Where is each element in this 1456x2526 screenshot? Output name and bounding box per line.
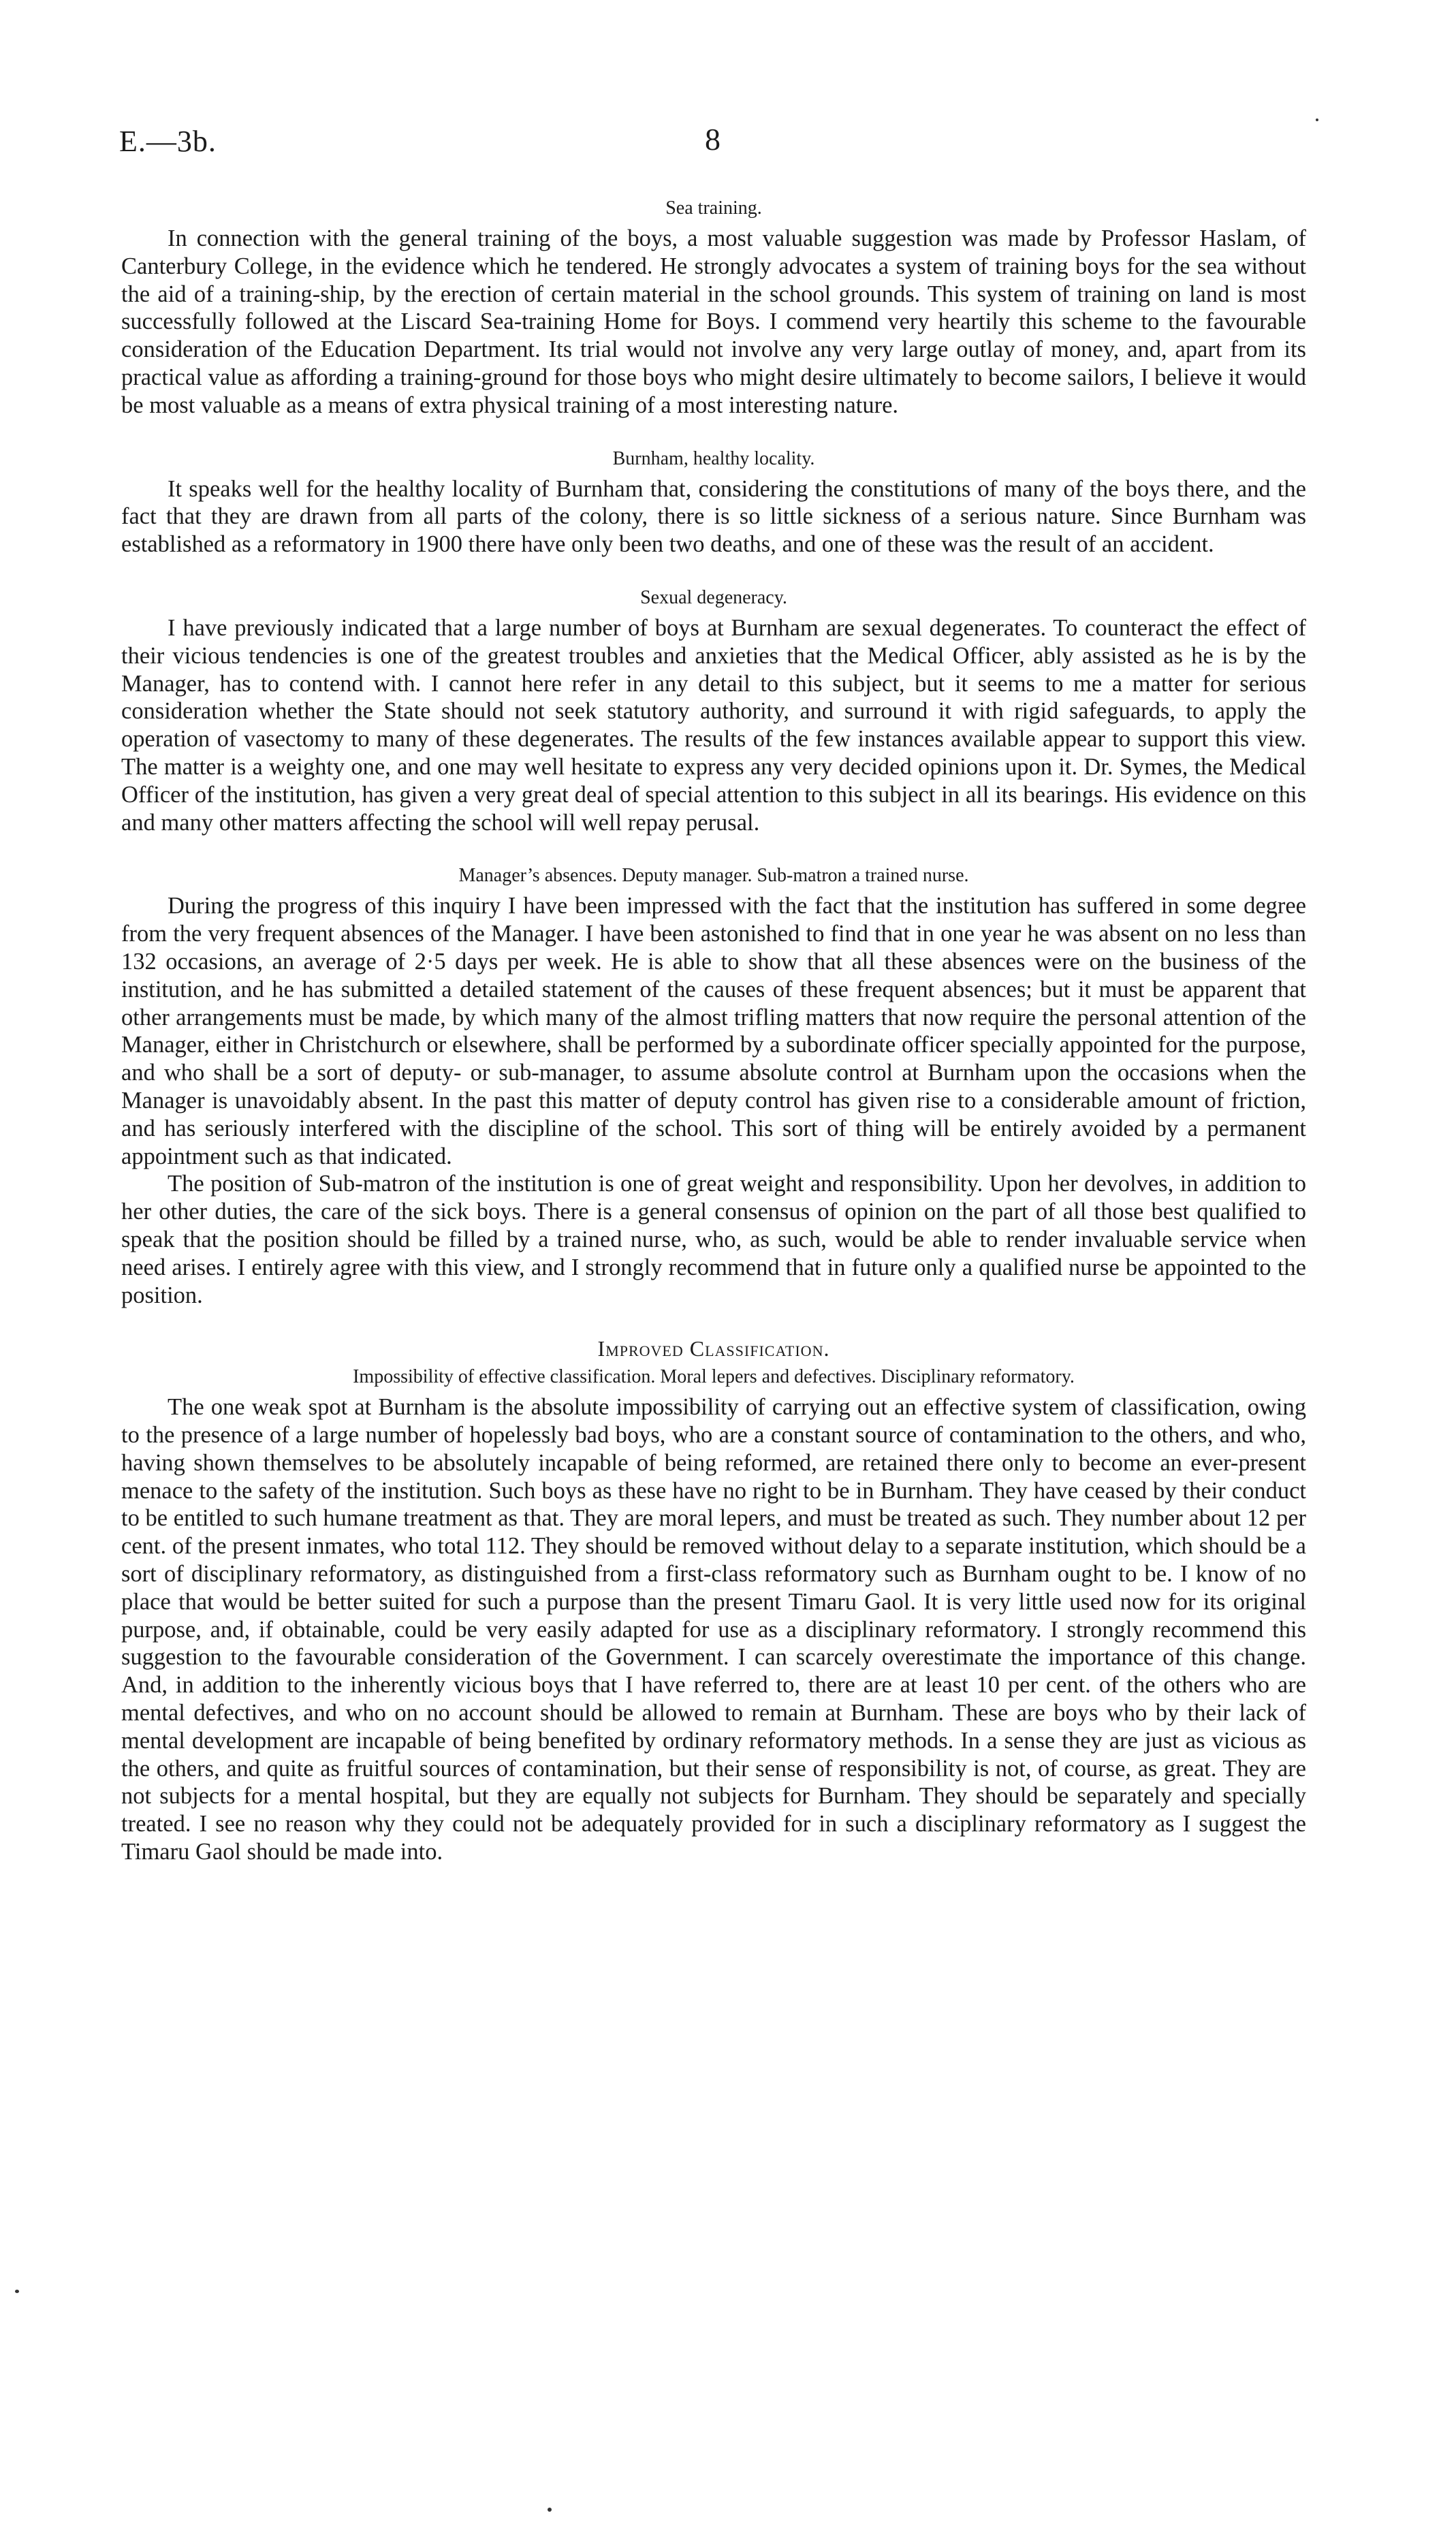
paragraph-burnham-healthy-locality: It speaks well for the healthy locality of Burnham that, considering the constitutions of many of the boys there, and the fact that they are drawn from all parts of the colony, there is so little sickness of a serious nature. Since Burnham was established as a reformatory in 1900 there have only been two deaths, and one of these was the result of an accident.	[121, 475, 1306, 558]
document-body	[121, 196, 1306, 1866]
page-number: 8	[705, 122, 721, 157]
page-header	[119, 124, 1338, 165]
section-heading-managers-absences: Manager’s absences. Deputy manager. Sub-matron a trained nurse.	[458, 865, 969, 887]
paragraph-improved-classification: The one weak spot at Burnham is the absolute impossibility of carrying out an effective system of classification, owing to the presence of a large number of hopelessly bad boys, who are a constant source of contamination to the others, and who, having shown themselves to be absolutely incapable of being reformed, are retained there only to become an ever-present menace to the safety of the institution. Such boys as these have no right to be in Burnham. They have ceased by their conduct to be entitled to such humane treatment as that. They are moral lepers, and must be treated as such. They number about 12 per cent. of the present inmates, who total 112. They should be removed without delay to a separate institution, which should be a sort of disciplinary reformatory, as distinguished from a first-class reformatory such as Burnham ought to be. I know of no place that would be better suited for such a purpose than the present Timaru Gaol. It is very little used now for its original purpose, and, if obtainable, could be very easily adapted for use as a disciplinary reformatory. I strongly recommend this suggestion to the favourable consideration of the Government. I can scarcely overestimate the importance of this change. And, in addition to the inherently vicious boys that I have referred to, there are at least 10 per cent. of the others who are mental defectives, and who on no account should be allowed to remain at Burnham. These are boys who by their lack of mental development are incapable of being benefited by ordinary reformatory methods. In a sense they are just as vicious as the others, and quite as fruitful sources of contamination, but their sense of responsibility is not, of course, as great. They are not subjects for a mental hospital, but they are equally not subjects for Burnham. They should be separately and specially treated. I see no reason why they could not be adequately provided for in such a disciplinary reformatory as I suggest the Timaru Gaol should be made into.	[121, 1394, 1306, 1865]
scan-speck	[15, 2290, 19, 2293]
document-reference: E.—3b.	[119, 125, 217, 158]
section-subheading-improved-classification: Impossibility of effective classification. Moral lepers and defectives. Disciplinary reformatory.	[353, 1366, 1075, 1388]
section-heading-improved-classification: Improved Classification.	[597, 1336, 830, 1361]
paragraph-managers-absences: During the progress of this inquiry I have been impressed with the fact that the institution has suffered in some degree from the very frequent absences of the Manager. I have been astonished to find that in one year he was absent on no less than 132 occasions, an average of 2·5 days per week. He is able to show that all these absences were on the business of the institution, and he has submitted a detailed statement of the causes of these frequent absences; but it must be apparent that other arrangements must be made, by which many of the almost trifling matters that now require the personal attention of the Manager, either in Christchurch or elsewhere, shall be performed by a subordinate officer specially appointed for the purpose, and who shall be a sort of deputy- or sub-manager, to assume absolute control at Burnham upon the occasions when the Manager is unavoidably absent. In the past this matter of deputy control has given rise to a considerable amount of friction, and has seriously interfered with the discipline of the school. This sort of thing will be entirely avoided by a permanent appointment such as that indicated.	[121, 893, 1306, 1169]
paragraph-sexual-degeneracy: I have previously indicated that a large number of boys at Burnham are sexual degenerates. To counteract the effect of their vicious tendencies is one of the greatest troubles and anxieties that the Medical Officer, ably assisted as he is by the Manager, has to contend with. I cannot here refer in any detail to this subject, but it seems to me a matter for serious consideration whether the State should not seek statutory authority, and surround it with rigid safeguards, to apply the operation of vasectomy to many of these degenerates. The results of the few instances available appear to support this view. The matter is a weighty one, and one may well hesitate to express any very decided opinions upon it. Dr. Symes, the Medical Officer of the institution, has given a very great deal of special attention to this subject in all its bearings. His evidence on this and many other matters affecting the school will well repay perusal.	[121, 614, 1306, 836]
paragraph-sub-matron: The position of Sub-matron of the institution is one of great weight and responsibility. Upon her devolves, in addition to her other duties, the care of the sick boys. There is a general consensus of opinion on the part of all those best qualified to speak that the position should be filled by a trained nurse, who, as such, would be able to render invaluable service when need arises. I entirely agree with this view, and I strongly recommend that in future only a qualified nurse be appointed to the position.	[121, 1171, 1306, 1308]
paragraph-sea-training: In connection with the general training of the boys, a most valuable suggestion was made by Professor Haslam, of Canterbury College, in the evidence which he tendered. He strongly advocates a system of training boys for the sea without the aid of a training-ship, by the erection of certain material in the school grounds. This system of training on land is most successfully followed at the Liscard Sea-training Home for Boys. I commend very heartily this scheme to the favourable consideration of the Education Department. Its trial would not involve any very large outlay of money, and, apart from its practical value as affording a training-ground for those boys who might desire ultimately to become sailors, I believe it would be most valuable as a means of extra physical training of a most interesting nature.	[121, 225, 1306, 418]
section-heading-sea-training: Sea training.	[665, 198, 762, 219]
scan-speck	[1316, 119, 1318, 121]
scan-speck	[548, 2508, 552, 2512]
section-heading-sexual-degeneracy: Sexual degeneracy.	[640, 586, 787, 608]
section-heading-burnham-healthy-locality: Burnham, healthy locality.	[612, 447, 815, 469]
